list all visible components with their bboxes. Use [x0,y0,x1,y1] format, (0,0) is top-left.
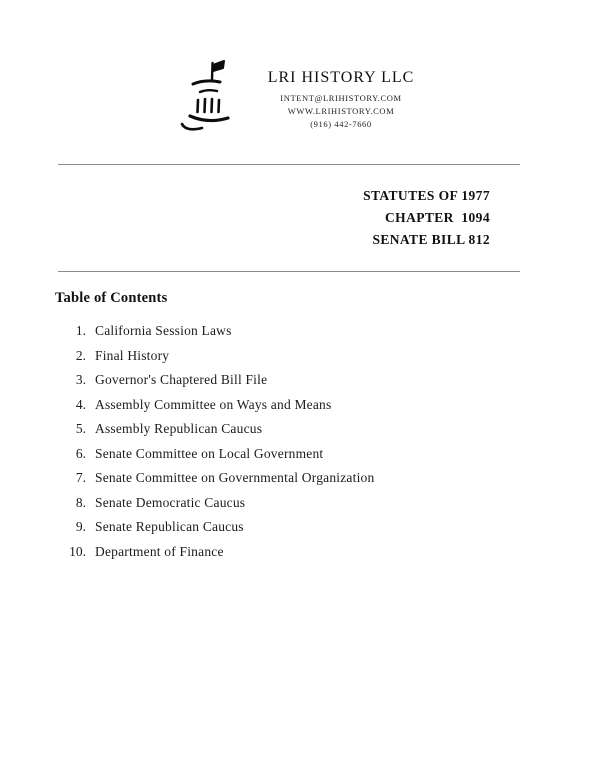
toc-item [55,348,600,373]
toc-item [55,544,600,569]
toc-item [55,446,600,471]
toc-item [55,519,600,544]
toc-item-label: California Session Laws [95,323,232,338]
divider-bottom [58,271,520,272]
senate-bill-line: SENATE BILL 812 [372,232,490,247]
toc-item-label: Final History [95,347,170,363]
company-email: INTENT@LRIHISTORY.COM [280,92,402,103]
toc-item-label: Governor's Chaptered Bill File [95,372,268,387]
toc-item [55,470,600,495]
toc-item-label: Assembly Committee on Ways and Means [95,396,332,412]
toc-item [55,372,600,397]
letterhead [0,58,600,140]
toc-item-number: 7. [75,470,86,485]
company-website: WWW.LRIHISTORY.COM [287,105,395,116]
toc-item [55,323,600,348]
divider-top [58,164,520,165]
toc-item-label: Senate Democratic Caucus [95,494,246,510]
statutes-line: STATUTES OF 1977 [363,188,490,203]
toc-item-label: Assembly Republican Caucus [95,421,263,436]
company-phone: (916) 442-7660 [310,118,372,129]
toc-item-number: 10. [69,543,86,559]
toc-item [55,421,600,446]
toc-item-number: 8. [75,494,86,510]
toc-item-number: 6. [75,445,86,461]
statute-reference [0,185,490,251]
toc-item-number: 2. [75,347,86,363]
toc-item-label: Department of Finance [95,543,224,559]
toc-item-number: 5. [75,421,86,436]
chapter-line: CHAPTER 1094 [385,210,490,225]
toc-item-label: Senate Committee on Governmental Organization [95,470,375,485]
toc-item-number: 1. [75,323,86,338]
toc-item-label: Senate Committee on Local Government [95,445,324,461]
toc-item [55,397,600,422]
toc-title: Table of Contents [55,290,168,306]
toc-item-label: Senate Republican Caucus [95,519,244,534]
toc-item [55,495,600,520]
capitol-sketch-icon [176,58,240,140]
toc-item-number: 3. [75,372,86,387]
company-name: LRI HISTORY LLC [267,68,415,86]
company-info [268,67,415,131]
toc-item-number: 9. [75,519,86,534]
toc-list [0,323,600,568]
toc-item-number: 4. [75,396,86,412]
